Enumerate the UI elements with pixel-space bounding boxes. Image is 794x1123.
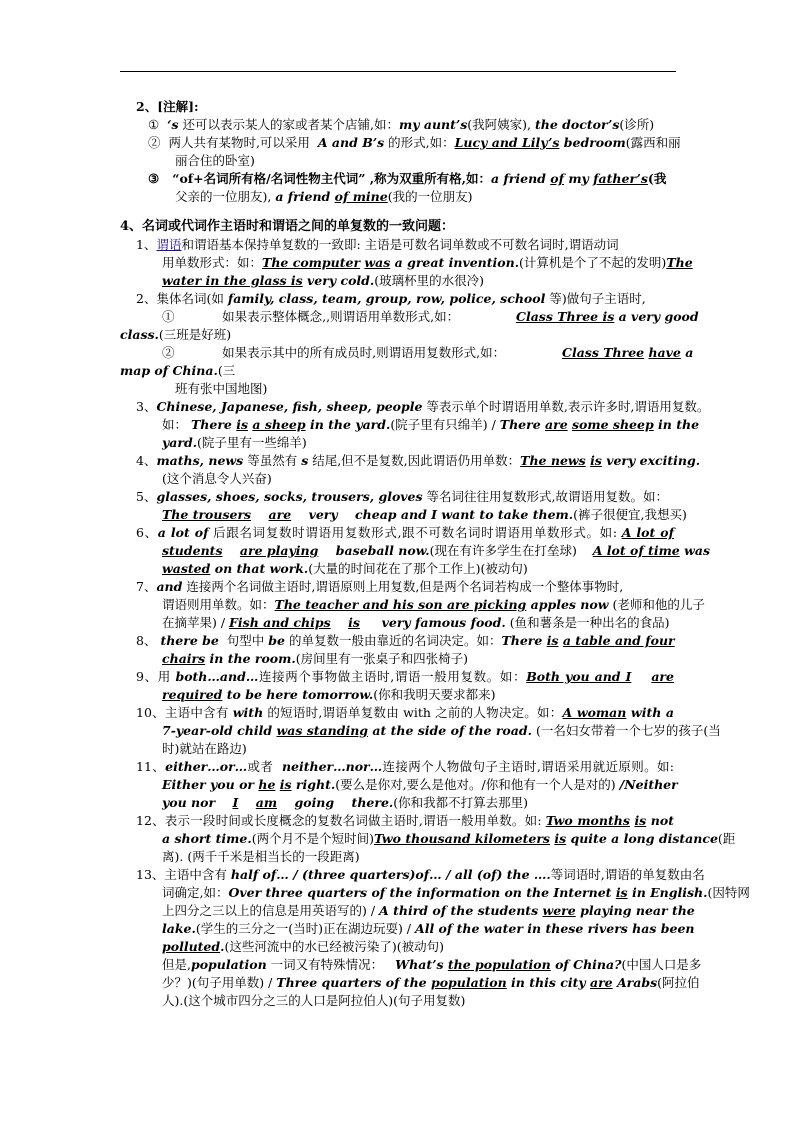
text-line: lake.(学生的三分之一(当时)正在湖边玩耍) / All of the water in these rivers has been: [162, 921, 695, 936]
header-rule: [120, 71, 676, 72]
text-line: 4、maths, news 等虽然有 s 结尾,但不是复数,因此谓语仍用单数：The news is very exciting.: [136, 453, 701, 468]
text-line: 词确定,如：Over three quarters of the information on the Internet is in English.(因特网: [162, 885, 750, 900]
text-line: ① ‘s 还可以表示某人的家或者某个店铺,如：my aunt’s(我阿姨家), the doctor’s(诊所): [148, 117, 655, 132]
text-line: polluted.(这些河流中的水已经被污染了)(被动句): [162, 939, 445, 954]
text-line: class.(三班是好班): [120, 327, 232, 342]
text-line: 10、主语中含有 with 的短语时,谓语单复数由 with 之前的人物决定。如：A woman with a: [136, 705, 674, 720]
text-line: 4、名词或代词作主语时和谓语之间的单复数的一致问题：: [120, 219, 455, 234]
text-line: a short time.(两个月不是个短时间)Two thousand kilometers is quite a long distance(距: [162, 831, 736, 846]
text-line: 但是,population 一词又有特殊情况： What’s the population of China?(中国人口是多: [162, 957, 702, 972]
text-line: water in the glass is very cold.(玻璃杯里的水很冷): [162, 273, 485, 288]
text-line: 时)就站在路边): [162, 741, 247, 756]
text-line: wasted on that work.(大量的时间花在了那个工作上)(被动句): [162, 561, 528, 576]
text-line: Class Three is a very good: [516, 309, 699, 324]
text-line: required to be here tomorrow.(你和我明天要求都来): [162, 687, 496, 702]
text-line: 6、a lot of 后跟名词复数时谓语用复数形式,跟不可数名词时谓语用单数形式。如: A lot of: [136, 525, 674, 540]
text-line: yard.(院子里有一些绵羊): [162, 435, 307, 450]
text-line: 5、glasses, shoes, socks, trousers, gloves 等名词往往用复数形式,故谓语用复数。如：: [136, 489, 668, 504]
text-line: 11、either…or…或者 neither…nor…连接两个人物做句子主语时,谓语采用就近原则。如:: [136, 759, 675, 774]
text-line: map of China.(三: [120, 363, 236, 378]
text-line: 7、and 连接两个名词做主语时,谓语原则上用复数,但是两个名词若构成一个整体事物时,: [136, 579, 624, 594]
link-predicate[interactable]: 谓语: [156, 237, 182, 252]
text-line: 离). (两千千米是相当长的一段距离): [162, 849, 360, 864]
text-line: 3、Chinese, Japanese, fish, sheep, people 等表示单个时谓语用单数,表示许多时,谓语用复数。: [136, 399, 710, 414]
text-line: Either you or he is right.(要么是你对,要么是他对。/你和他有一个人是对的) /Neither: [162, 777, 678, 792]
text-line: 1、谓语和谓语基本保持单复数的一致即: 主语是可数名词单数或不可数名词时,谓语动词: [136, 237, 619, 252]
text-line: ② 如果表示其中的所有成员时,则谓语用复数形式,如：: [162, 345, 506, 360]
text-line: 父亲的一位朋友), a friend of mine(我的一位朋友): [175, 189, 473, 204]
text-line: 上四分之三以上的信息是用英语写的) / A third of the students were playing near the: [162, 903, 695, 918]
text-line: 2、集体名词(如 family, class, team, group, row, police, school 等)做句子主语时,: [136, 291, 646, 306]
text-line: (这个消息令人兴奋): [162, 471, 272, 486]
text-line: 少？)(句子用单数) / Three quarters of the population in this city are Arabs(阿拉伯: [162, 975, 700, 990]
text-line: 13、主语中含有 half of… / (three quarters)of… / all (of) the ….等词语时,谓语的单复数由名: [136, 867, 705, 882]
text-line: ③ “of+名词所有格/名词性物主代词” ,称为双重所有格,如：a friend of my father’s(我: [148, 171, 667, 186]
text-line: ② 两人共有某物时,可以采用 A and B’s 的形式,如：Lucy and Lily’s bedroom(露西和丽: [148, 135, 681, 150]
text-line: ① 如果表示整体概念,,则谓语用单数形式,如：: [162, 309, 460, 324]
text-line: 班有张中国地图): [175, 381, 268, 396]
text-line: 人).(这个城市四分之三的人口是阿拉伯人)(句子用复数): [162, 993, 466, 1008]
text-line: 谓语则用单数。如：The teacher and his son are picking apples now (老师和他的儿子: [162, 597, 705, 612]
text-line: Class Three have a: [562, 345, 694, 360]
text-line: The trousers are very cheap and I want to take them.(裤子很便宜,我想买): [162, 507, 687, 522]
text-line: 8、 there be 句型中 be 的单复数一般由靠近的名词决定。如：There is a table and four: [136, 633, 675, 648]
text-line: students are playing baseball now.(现在有许多学生在打垒球) A lot of time was: [162, 543, 710, 558]
text-line: 用单数形式：如：The computer was a great invention.(计算机是个了不起的发明)The: [162, 255, 693, 270]
text-line: 如： There is a sheep in the yard.(院子里有只绵羊) / There are some sheep in the: [162, 417, 700, 432]
text-line: you nor I am going there.(你和我都不打算去那里): [162, 795, 529, 810]
text-line: 7-year-old child was standing at the side of the road. (一名妇女带着一个七岁的孩子(当: [162, 723, 721, 738]
text-line: chairs in the room.(房间里有一张桌子和四张椅子): [162, 651, 468, 666]
text-line: 在摘苹果) / Fish and chips is very famous food. (鱼和薯条是一种出名的食品): [162, 615, 670, 630]
text-line: 9、用 both…and…连接两个事物做主语时,谓语一般用复数。如：Both you and I are: [136, 669, 674, 684]
text-line: 丽合住的卧室): [175, 153, 255, 168]
text-line: 12、表示一段时间或长度概念的复数名词做主语时,谓语一般用单数。如: Two months is not: [136, 813, 674, 828]
text-line: 2、[注解]:: [136, 99, 199, 114]
